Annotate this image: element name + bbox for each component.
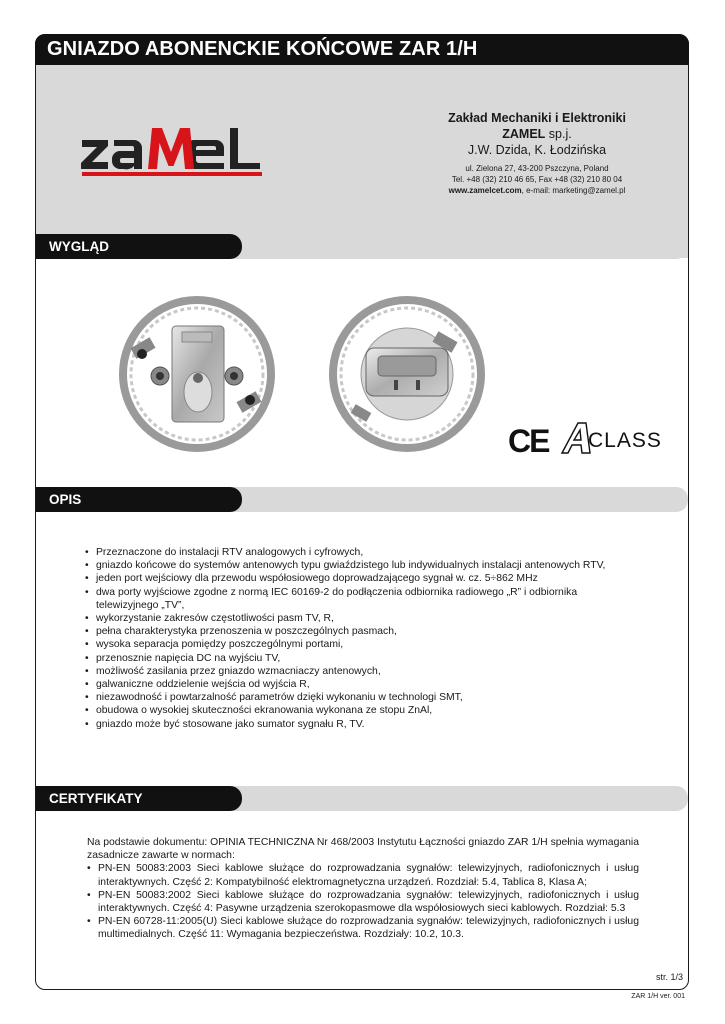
list-item: • wykorzystanie zakresów częstotliwości pasm TV, R,	[85, 612, 625, 625]
company-phone: Tel. +48 (32) 210 46 65, Fax +48 (32) 210 80 04	[451, 175, 623, 184]
section-description-title: OPIS	[36, 487, 242, 512]
company-name: Zakład Mechaniki i Elektroniki	[448, 111, 626, 125]
list-item: • gniazdo końcowe do systemów antenowych typu gwiaździstego lub indywidualnych instalacji antenowych RTV,	[85, 559, 625, 572]
section-appearance-bar	[36, 234, 688, 259]
socket-front-photo	[112, 296, 282, 452]
company-suffix: sp.j.	[545, 127, 572, 141]
document-title: GNIAZDO ABONENCKIE KOŃCOWE ZAR 1/H	[35, 34, 689, 65]
aclass-text: CLASS	[588, 429, 662, 452]
list-item: • PN-EN 60728-11:2005(U) Sieci kablowe służące do rozprowadzania sygnałów: telewizyjnych, radiofonicznych i usług multimedialnych. Część 11: Wymagania bezpieczeństwa. Rozdziały: 10.2, 10.3.	[87, 915, 639, 941]
list-item: • Przeznaczone do instalacji RTV analogowych i cyfrowych,	[85, 546, 625, 559]
list-item: • przenosznie napięcia DC na wyjściu TV,	[85, 652, 625, 665]
company-brand: ZAMEL	[502, 127, 546, 141]
company-email: , e-mail: marketing@zamel.pl	[521, 186, 626, 195]
zamel-logo	[78, 118, 268, 178]
list-item: • niezawodność i powtarzalność parametrów dzięki wykonaniu w technologi SMT,	[85, 691, 625, 704]
section-appearance-title: WYGLĄD	[36, 234, 242, 259]
list-item: • galwaniczne oddzielenie wejścia od wyjścia R,	[85, 678, 625, 691]
company-brand-line	[430, 126, 644, 142]
company-owners: J.W. Dzida, K. Łodzińska	[467, 143, 607, 157]
aclass-mark	[560, 420, 662, 456]
certificates-text	[87, 836, 639, 942]
list-item: • wysoka separacja pomiędzy poszczególnymi portami,	[85, 638, 625, 651]
company-website[interactable]: www.zamelcet.com	[448, 186, 522, 195]
list-item: • PN-EN 50083:2003 Sieci kablowe służące do rozprowadzania sygnałów: telewizyjnych, radiofonicznych i usług interaktywnych. Część 2: Kompatybilność elektromagnetyczna urządzeń. Rozdział: 5.4, Tablica 8, Klasa A;	[87, 862, 639, 888]
list-item: • PN-EN 50083:2002 Sieci kablowe służące do rozprowadzania sygnałów: telewizyjnych, radiofonicznych i usług interaktywnych. Część 4: Pasywne urządzenia szerokopasmowe dla współosiowych sieci kablowych. Rozdział: 5.3	[87, 889, 639, 915]
list-item: • jeden port wejściowy dla przewodu współosiowego doprowadzającego sygnał w. cz. 5÷862 MHz	[85, 572, 625, 585]
ce-mark: CE	[508, 423, 549, 459]
list-item: • gniazdo może być stosowane jako sumator sygnału R, TV.	[85, 718, 625, 731]
company-info	[430, 110, 644, 196]
section-description-bar	[36, 487, 688, 512]
page-number: str. 1/3	[655, 972, 683, 982]
socket-cover-photo	[322, 296, 492, 452]
document-version: ZAR 1/H ver. 001	[631, 993, 685, 1000]
list-item: • możliwość zasilania przez gniazdo wzmacniaczy antenowych,	[85, 665, 625, 678]
certificates-list	[87, 862, 639, 941]
list-item: • dwa porty wyjściowe zgodne z normą IEC 60169-2 do podłączenia odbiornika radiowego „R” i odbiornika telewizyjnego „TV”,	[85, 586, 625, 612]
section-certificates-title: CERTYFIKATY	[36, 786, 242, 811]
list-item: • obudowa o wysokiej skuteczności ekranowania wykonana ze stopu ZnAl,	[85, 704, 625, 717]
certificates-intro: Na podstawie dokumentu: OPINIA TECHNICZNA Nr 468/2003 Instytutu Łączności gniazdo ZAR 1/H spełnia wymagania zasadnicze zawarte w normach:	[87, 837, 639, 862]
list-item: • pełna charakterystyka przenoszenia w poszczególnych pasmach,	[85, 625, 625, 638]
company-address: ul. Zielona 27, 43-200 Pszczyna, Poland	[465, 164, 609, 173]
section-certificates-bar	[36, 786, 688, 811]
feature-list	[85, 546, 625, 731]
company-contact	[430, 163, 644, 196]
